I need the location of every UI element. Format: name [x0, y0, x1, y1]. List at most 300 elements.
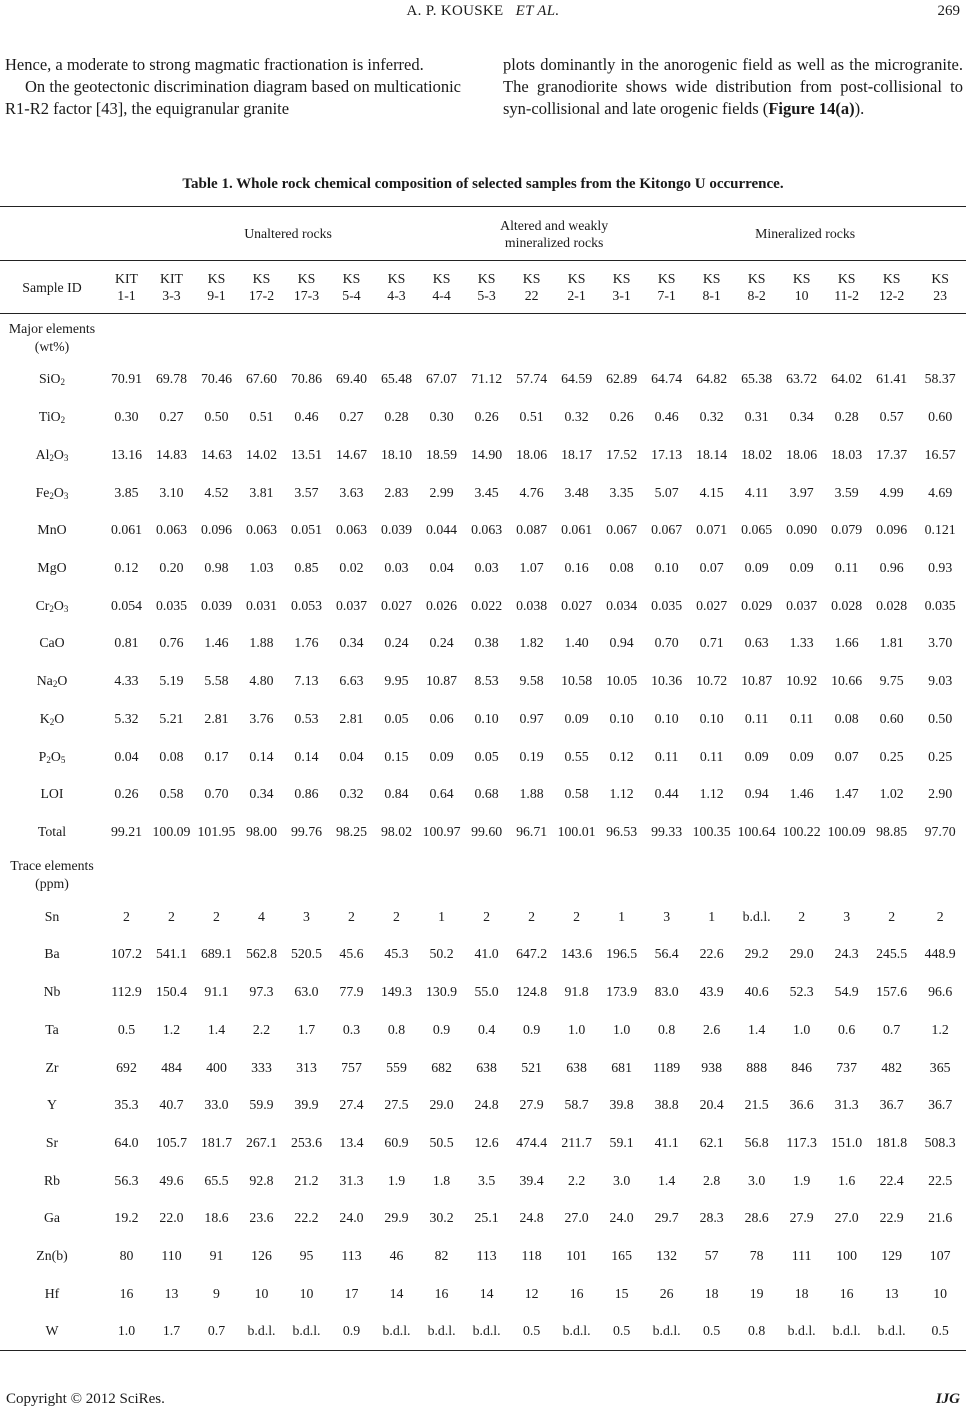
value-cell: 0.5 [914, 1313, 966, 1351]
section-filler [104, 314, 966, 361]
value-cell: 10.05 [606, 673, 638, 689]
value-cell: 0.067 [651, 522, 683, 538]
value-cell: 0.037 [786, 597, 818, 613]
value-cell: 0.51 [249, 409, 274, 425]
value-cell: 0.063 [245, 522, 278, 538]
sample-id-cell [689, 261, 734, 314]
copyright-notice: Copyright © 2012 SciRes. [6, 1391, 165, 1407]
value-cell: 4.80 [249, 673, 274, 689]
value-cell: 0.04 [114, 748, 139, 764]
sample-id-prefix: KS [882, 271, 901, 286]
table-row [0, 1086, 966, 1124]
section-label-line1: Major elements [8, 321, 96, 337]
value-cell: 0.10 [609, 710, 634, 726]
element-symbol: LOI [40, 786, 64, 802]
value-cell: 25.1 [474, 1210, 499, 1226]
sample-id-label: Sample ID [0, 261, 104, 314]
group-header-empty [0, 207, 104, 261]
value-cell: 26 [659, 1285, 674, 1301]
value-cell: 60.9 [384, 1134, 409, 1150]
table-row [0, 625, 966, 663]
value-cell: 0.34 [249, 786, 274, 802]
sample-id-prefix: KS [931, 271, 949, 286]
sample-id-cell [194, 261, 239, 314]
value-cell: 0.09 [789, 559, 814, 575]
value-cell: 0.24 [384, 635, 409, 651]
value-cell: 1.03 [249, 559, 274, 575]
value-cell: 1.82 [519, 635, 544, 651]
value-cell: 0.34 [789, 409, 814, 425]
sample-id-number: 7-1 [657, 288, 676, 303]
value-cell: 5.32 [114, 710, 139, 726]
value-cell: 19.2 [114, 1210, 139, 1226]
value-cell: 36.7 [928, 1097, 953, 1113]
value-cell: 27.9 [789, 1210, 814, 1226]
value-cell: 0.065 [741, 522, 773, 538]
value-cell: 61.41 [876, 371, 908, 387]
value-cell: 333 [251, 1059, 272, 1075]
value-cell: 56.8 [744, 1134, 769, 1150]
value-cell: 0.31 [744, 409, 769, 425]
value-cell: 99.33 [651, 823, 683, 839]
value-cell: 0.3 [342, 1021, 361, 1037]
value-cell: 0.11 [834, 559, 859, 575]
sample-id-prefix: KS [522, 271, 541, 286]
value-cell: 0.08 [609, 559, 634, 575]
value-cell: 508.3 [924, 1134, 956, 1150]
value-cell: 681 [611, 1059, 632, 1075]
table-row [0, 738, 966, 776]
value-cell: 267.1 [245, 1134, 278, 1150]
value-cell: 1.7 [149, 1313, 194, 1351]
value-cell: 0.039 [200, 597, 233, 613]
value-cell: 0.063 [155, 522, 188, 538]
value-cell: 2 [393, 908, 400, 924]
value-cell: 10.66 [831, 673, 863, 689]
value-cell: 1.33 [789, 635, 814, 651]
value-cell: 10 [933, 1285, 948, 1301]
value-cell: 9 [213, 1285, 220, 1301]
value-cell: 59.1 [609, 1134, 634, 1150]
value-cell: b.d.l. [464, 1313, 509, 1351]
table-row [0, 1237, 966, 1275]
value-cell: 0.06 [429, 710, 454, 726]
element-symbol: SiO [39, 371, 61, 387]
sample-id-cell [644, 261, 689, 314]
group-header-unaltered: Unaltered rocks [104, 207, 464, 261]
element-label [0, 973, 104, 1011]
value-cell: 1.02 [879, 786, 904, 802]
value-cell: 0.25 [928, 748, 953, 764]
value-cell: 1 [708, 908, 716, 924]
section-row [0, 314, 966, 361]
table-row [0, 1313, 966, 1351]
value-cell: 95 [299, 1248, 314, 1264]
value-cell: 70.91 [110, 371, 143, 387]
value-cell: 2 [528, 908, 536, 924]
element-label [0, 361, 104, 399]
element-subscript: 2 [46, 754, 51, 765]
value-cell: 27.0 [834, 1210, 859, 1226]
element-label [0, 1049, 104, 1087]
value-cell: 0.26 [114, 786, 139, 802]
value-cell: 0.98 [204, 559, 229, 575]
element-symbol: TiO [38, 409, 61, 425]
sample-id-number: 9-1 [207, 288, 226, 303]
value-cell: 91 [209, 1248, 224, 1264]
value-cell: 10.87 [741, 673, 773, 689]
element-label [0, 898, 104, 936]
value-cell: 18.03 [831, 446, 863, 462]
value-cell: 2 [483, 908, 491, 924]
value-cell: 8.53 [474, 673, 499, 689]
value-cell: 129 [881, 1248, 902, 1264]
value-cell: 16 [119, 1285, 134, 1301]
value-cell: 39.9 [294, 1097, 319, 1113]
value-cell: 2.90 [928, 786, 953, 802]
value-cell: 0.32 [699, 409, 724, 425]
value-cell: 0.051 [290, 522, 323, 538]
value-cell: 0.57 [879, 409, 904, 425]
value-cell: 18.06 [786, 446, 818, 462]
table-row [0, 398, 966, 436]
value-cell: 45.6 [339, 946, 364, 962]
sample-id-prefix: KS [657, 271, 676, 286]
value-cell: 0.27 [339, 409, 364, 425]
element-symbol: Rb [43, 1172, 61, 1188]
value-cell: 0.02 [339, 559, 364, 575]
value-cell: 3 [663, 908, 671, 924]
value-cell: 1.0 [613, 1021, 631, 1037]
value-cell: 0.028 [876, 597, 908, 613]
value-cell: 0.71 [699, 635, 724, 651]
sample-id-prefix: KS [567, 271, 586, 286]
element-symbol: Hf [44, 1285, 60, 1301]
value-cell: 98.25 [335, 823, 368, 839]
value-cell: 80 [119, 1248, 134, 1264]
value-cell: 3.0 [613, 1172, 631, 1188]
value-cell: 253.6 [290, 1134, 323, 1150]
running-head-title [0, 3, 966, 20]
value-cell: 448.9 [924, 946, 956, 962]
value-cell: 63.72 [786, 371, 818, 387]
value-cell: 0.64 [429, 786, 454, 802]
sample-id-cell [914, 261, 966, 314]
value-cell: 50.2 [429, 946, 454, 962]
value-cell: 57.74 [516, 371, 548, 387]
value-cell: 0.09 [744, 559, 769, 575]
value-cell: 737 [836, 1059, 857, 1075]
sample-id-prefix: KS [702, 271, 721, 286]
value-cell: 1.8 [432, 1172, 451, 1188]
sample-id-number: 3-1 [612, 288, 631, 303]
element-label [0, 775, 104, 813]
value-cell: 1 [618, 908, 626, 924]
value-cell: 757 [341, 1059, 362, 1075]
sample-id-cell [374, 261, 419, 314]
value-cell: 117.3 [786, 1134, 817, 1150]
value-cell: 63.0 [294, 984, 319, 1000]
table-row [0, 775, 966, 813]
value-cell: 50.5 [429, 1134, 454, 1150]
value-cell: 5.07 [654, 484, 679, 500]
sample-id-number: 5-3 [477, 288, 496, 303]
element-subscript: 2 [52, 679, 58, 690]
value-cell: 1.12 [699, 786, 724, 802]
value-cell: 0.11 [654, 748, 679, 764]
table-row [0, 662, 966, 700]
value-cell: 0.53 [294, 710, 319, 726]
value-cell: 0.81 [114, 635, 139, 651]
element-symbol: Total [37, 823, 67, 839]
value-cell: 97.3 [249, 984, 274, 1000]
table-row [0, 898, 966, 936]
value-cell: 0.10 [654, 559, 679, 575]
value-cell: 0.5 [599, 1313, 644, 1351]
sample-id-cell [284, 261, 329, 314]
value-cell: 83.0 [654, 984, 679, 1000]
value-cell: 13 [884, 1285, 899, 1301]
value-cell: 46 [389, 1248, 404, 1264]
value-cell: 0.035 [155, 597, 188, 613]
value-cell: 18.6 [204, 1210, 229, 1226]
value-cell: 33.0 [204, 1097, 229, 1113]
value-cell: 0.6 [838, 1021, 856, 1037]
value-cell: 113 [341, 1248, 362, 1264]
value-cell: 22.4 [879, 1172, 904, 1188]
value-cell: 91.1 [204, 984, 229, 1000]
value-cell: 12.6 [474, 1134, 499, 1150]
value-cell: 22.9 [879, 1210, 904, 1226]
value-cell: 17.52 [606, 446, 638, 462]
figure-reference-link[interactable]: Figure 14(a) [768, 99, 855, 118]
sample-id-prefix: KS [747, 271, 766, 286]
value-cell: b.d.l. [779, 1313, 824, 1351]
value-cell: 4.33 [114, 673, 139, 689]
value-cell: 7.13 [294, 673, 319, 689]
value-cell: 0.96 [879, 559, 904, 575]
value-cell: 0.68 [474, 786, 499, 802]
value-cell: 3 [843, 908, 851, 924]
page-number: 269 [937, 3, 960, 19]
element-label [0, 474, 104, 512]
value-cell: 484 [161, 1059, 182, 1075]
table-row [0, 813, 966, 851]
value-cell: 0.10 [474, 710, 499, 726]
paragraph: On the geotectonic discrimination diagram based on multicationic R1-R2 factor [43], the equigranular granite [5, 77, 461, 118]
sample-id-number: 17-2 [248, 288, 275, 303]
value-cell: 0.037 [335, 597, 368, 613]
sample-id-number: 8-1 [702, 288, 721, 303]
value-cell: 54.9 [834, 984, 859, 1000]
value-cell: 99.60 [471, 823, 503, 839]
value-cell: 1.40 [564, 635, 589, 651]
value-cell: 541.1 [155, 946, 188, 962]
value-cell: 0.09 [429, 748, 454, 764]
value-cell: 0.9 [432, 1021, 451, 1037]
value-cell: 0.58 [159, 786, 184, 802]
element-label [0, 587, 104, 625]
value-cell: 107 [929, 1248, 951, 1264]
value-cell: 1189 [653, 1059, 681, 1075]
value-cell: 0.94 [744, 786, 769, 802]
value-cell: 3.35 [609, 484, 634, 500]
value-cell: 19 [749, 1285, 764, 1301]
value-cell: 520.5 [290, 946, 323, 962]
value-cell: 0.14 [294, 748, 319, 764]
value-cell: 2.2 [567, 1172, 586, 1188]
left-column [5, 54, 461, 120]
sample-id-number: 23 [933, 288, 948, 303]
value-cell: 78 [749, 1248, 764, 1264]
element-symbol: Y [47, 1097, 57, 1113]
value-cell: 1.0 [104, 1313, 149, 1351]
section-label [0, 851, 104, 898]
sample-id-cell [464, 261, 509, 314]
value-cell: 65.48 [380, 371, 413, 387]
value-cell: 521 [521, 1059, 542, 1075]
table-row [0, 973, 966, 1011]
value-cell: 3.5 [477, 1172, 496, 1188]
value-cell: 107.2 [110, 946, 143, 962]
sample-id-cell [869, 261, 914, 314]
value-cell: 1.4 [207, 1021, 226, 1037]
value-cell: 100.01 [557, 823, 596, 839]
value-cell: 4.99 [879, 484, 904, 500]
table-row [0, 1200, 966, 1238]
group-header-altered-line1: Altered and weakly [500, 217, 609, 233]
value-cell: 0.24 [429, 635, 454, 651]
value-cell: 0.9 [329, 1313, 374, 1351]
value-cell: 0.93 [928, 559, 953, 575]
value-cell: 0.16 [564, 559, 589, 575]
element-label [0, 1011, 104, 1049]
value-cell: 0.034 [606, 597, 638, 613]
value-cell: 647.2 [516, 946, 548, 962]
value-cell: 2 [798, 908, 806, 924]
value-cell: 101.95 [197, 823, 236, 839]
value-cell: 313 [296, 1059, 317, 1075]
value-cell: 938 [701, 1059, 722, 1075]
value-cell: 1.6 [838, 1172, 856, 1188]
value-cell: 1.07 [519, 559, 544, 575]
value-cell: 41.0 [474, 946, 499, 962]
value-cell: 65.5 [204, 1172, 229, 1188]
value-cell: 3.0 [748, 1172, 766, 1188]
value-cell: 0.04 [339, 748, 364, 764]
value-cell: 0.10 [654, 710, 679, 726]
sample-id-prefix: KS [432, 271, 451, 286]
value-cell: 0.15 [384, 748, 409, 764]
value-cell: 196.5 [606, 946, 638, 962]
value-cell: 0.60 [928, 409, 953, 425]
value-cell: 165 [611, 1248, 632, 1264]
value-cell: 150.4 [155, 984, 188, 1000]
value-cell: b.d.l. [824, 1313, 869, 1351]
value-cell: 0.27 [159, 409, 184, 425]
table-caption: Table 1. Whole rock chemical composition of selected samples from the Kitongo U occurrence. [182, 176, 784, 192]
value-cell: 0.12 [114, 559, 139, 575]
value-cell: 4 [258, 908, 265, 924]
sample-id-cell [149, 261, 194, 314]
value-cell: 846 [791, 1059, 812, 1075]
value-cell: 64.74 [651, 371, 683, 387]
value-cell: 27.9 [519, 1097, 544, 1113]
value-cell: b.d.l. [419, 1313, 464, 1351]
value-cell: 23.6 [249, 1210, 274, 1226]
table-row [0, 361, 966, 399]
value-cell: b.d.l. [869, 1313, 914, 1351]
value-cell: 3.45 [474, 484, 499, 500]
value-cell: 39.8 [609, 1097, 634, 1113]
value-cell: 0.04 [429, 559, 454, 575]
value-cell: 16 [839, 1285, 854, 1301]
value-cell: 55.0 [474, 984, 499, 1000]
value-cell: 2 [123, 908, 130, 924]
value-cell: 0.027 [380, 597, 413, 613]
value-cell: 24.0 [609, 1210, 634, 1226]
sample-id-number: 2-1 [567, 288, 586, 303]
value-cell: 69.78 [155, 371, 188, 387]
value-cell: 98.85 [876, 823, 908, 839]
element-symbol: Fe [35, 484, 50, 500]
sample-id-cell [239, 261, 284, 314]
value-cell: 400 [206, 1059, 227, 1075]
value-cell: 91.8 [564, 984, 589, 1000]
value-cell: 0.14 [249, 748, 274, 764]
element-symbol: Na [36, 673, 53, 689]
value-cell: 65.38 [741, 371, 773, 387]
section-label [0, 314, 104, 361]
table-row [0, 700, 966, 738]
value-cell: 59.9 [249, 1097, 274, 1113]
value-cell: 29.9 [384, 1210, 409, 1226]
value-cell: 0.34 [339, 635, 364, 651]
value-cell: 0.090 [786, 522, 818, 538]
value-cell: 157.6 [876, 984, 908, 1000]
value-cell: 100.09 [152, 823, 191, 839]
table-row [0, 1049, 966, 1087]
value-cell: 0.11 [744, 710, 769, 726]
table-row [0, 1162, 966, 1200]
sample-id-number: 11-2 [834, 288, 860, 303]
value-cell: 17.13 [651, 446, 683, 462]
value-cell: 0.17 [204, 748, 229, 764]
value-cell: 14 [389, 1285, 404, 1301]
value-cell: 100.09 [827, 823, 866, 839]
sample-id-number: 1-1 [117, 288, 136, 303]
value-cell: 0.053 [290, 597, 323, 613]
chemical-composition-table [0, 206, 966, 1351]
value-cell: 29.7 [654, 1210, 679, 1226]
paragraph-text-end: ). [854, 99, 865, 118]
value-cell: 2 [573, 908, 581, 924]
value-cell: 111 [791, 1248, 812, 1264]
element-label [0, 700, 104, 738]
sample-id-cell [779, 261, 824, 314]
value-cell: 118 [521, 1248, 542, 1264]
table-row [0, 587, 966, 625]
element-symbol: P [38, 748, 47, 764]
value-cell: 3.57 [294, 484, 319, 500]
value-cell: 0.28 [384, 409, 409, 425]
value-cell: 0.20 [159, 559, 184, 575]
value-cell: 1.12 [609, 786, 634, 802]
value-cell: 18.59 [426, 446, 458, 462]
value-cell: 211.7 [561, 1134, 592, 1150]
value-cell: 1.0 [793, 1021, 811, 1037]
value-cell: 0.038 [516, 597, 548, 613]
